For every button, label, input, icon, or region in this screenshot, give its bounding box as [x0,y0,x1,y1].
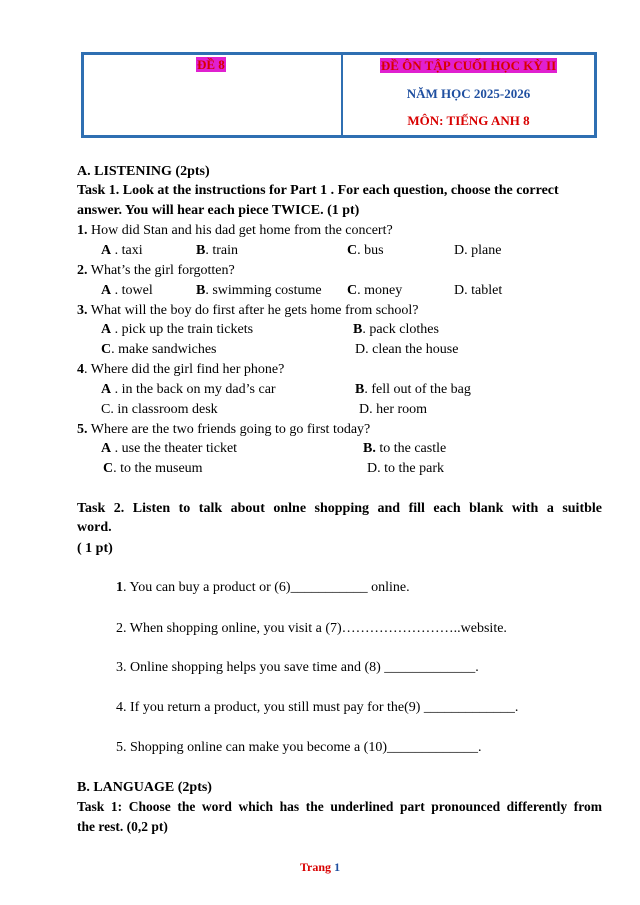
option [101,381,276,398]
section-b-task1-line1: Task 1: Choose the word which has the underlined part pronounced differently from [77,799,602,814]
item-text: 3. Online shopping helps you save time and (8) _____________. [116,660,479,675]
section-b-task1-line2: the rest. (0,2 pt) [77,819,168,834]
item-text: . You can buy a product or (6)___________ online. [123,580,410,595]
task1-instruction-line2: answer. You will hear each piece TWICE. (1 pt) [77,203,360,218]
option [196,242,238,259]
header-box [81,52,597,138]
option [101,440,237,457]
option-text: . swimming costume [205,283,322,298]
option-letter: B [355,382,365,397]
option-text: . towel [111,283,153,298]
option [101,282,153,299]
option-text: . to the museum [113,461,203,476]
item-text: 4. If you return a product, you still must pay for the(9) _____________. [116,700,519,715]
option-letter: C [103,461,114,476]
option-text: D. plane [454,243,502,258]
option-letter: B [196,243,206,258]
option [196,282,322,299]
option-text: D. her room [359,402,428,417]
option-letter: C [101,342,112,357]
option [101,401,218,418]
option-letter: C [347,283,358,298]
option-text: . in the back on my dad’s car [111,382,276,397]
option-text: C. in classroom desk [101,402,218,417]
page-footer [0,860,640,875]
task2-points: ( 1 pt) [77,541,113,556]
question-2 [77,262,235,279]
option-text: . pack clothes [362,322,439,337]
option-letter: B [353,322,363,337]
question-1 [77,222,393,239]
question-text: How did Stan and his dad get home from the concert? [87,223,393,238]
option [367,460,444,477]
header-left-cell [84,55,343,135]
option [454,282,502,299]
task1-instruction-line1: Task 1. Look at the instructions for Part 1 . For each question, choose the correct [77,183,559,198]
question-number: 3. [77,303,88,318]
option [101,242,143,259]
page-number: 1 [334,860,341,874]
fill-blank-item [116,620,507,637]
question-text: Where are the two friends going to go first today? [87,422,371,437]
header-right-cell [343,55,594,135]
option [347,242,384,259]
option-letter: B [196,283,206,298]
option [355,381,471,398]
option-letter: C [347,243,358,258]
fill-blank-item [116,699,518,716]
option [103,460,203,477]
option-text: . taxi [111,243,143,258]
section-b-heading [77,779,212,796]
fill-blank-item [116,659,479,676]
exam-title-line [343,58,594,74]
option-text: . money [357,283,403,298]
option-letter: B. [363,441,376,456]
exam-code: ĐỀ 8 [197,57,225,72]
question-number: 2. [77,263,88,278]
question-number: 1. [77,223,88,238]
option-letter: A [101,441,112,456]
question-text: . Where did the girl find her phone? [84,362,285,377]
section-title: . LANGUAGE (2pts) [86,780,212,795]
option-text: D. to the park [367,461,444,476]
option-letter: A [101,322,112,337]
option [355,341,458,358]
subject: MÔN: TIẾNG ANH 8 [407,113,530,128]
question-3 [77,302,419,319]
option-letter: A [101,243,112,258]
section-letter: B [77,780,87,795]
option [359,401,427,418]
item-text: 2. When shopping online, you visit a (7)……………………..website. [116,621,507,636]
option-letter: A [101,382,112,397]
task2-instruction-line1: Task 2. Listen to talk about onlne shopping and fill each blank with a suitble [77,501,602,516]
item-number: 1 [116,580,123,595]
option [101,321,253,338]
option-text: . make sandwiches [111,342,217,357]
option [353,321,439,338]
question-5 [77,421,370,438]
option [347,282,402,299]
option-text: . bus [357,243,384,258]
option-text: D. tablet [454,283,503,298]
option-text: D. clean the house [355,342,459,357]
option-text: . use the theater ticket [111,441,238,456]
fill-blank-item [116,739,481,756]
exam-title: ĐỀ ÔN TẬP CUỐI HỌC KỲ II [380,58,557,73]
item-text: 5. Shopping online can make you become a (10)_____________. [116,740,482,755]
footer-label: Trang [299,860,332,874]
fill-blank-item [116,579,410,596]
option-text: . train [205,243,238,258]
option [101,341,216,358]
option-text: to the castle [375,441,447,456]
option [363,440,446,457]
option-text: . pick up the train tickets [111,322,254,337]
question-text: What’s the girl forgotten? [87,263,235,278]
task2-instruction-line2: word. [77,520,112,535]
option [454,242,501,259]
section-a-heading: A. LISTENING (2pts) [77,164,210,179]
option-text: . fell out of the bag [364,382,471,397]
question-4 [77,361,284,378]
school-year: NĂM HỌC 2025-2026 [406,86,531,101]
option-letter: A [101,283,112,298]
question-number: 4 [77,362,84,377]
question-text: What will the boy do first after he gets home from school? [87,303,419,318]
question-number: 5. [77,422,88,437]
